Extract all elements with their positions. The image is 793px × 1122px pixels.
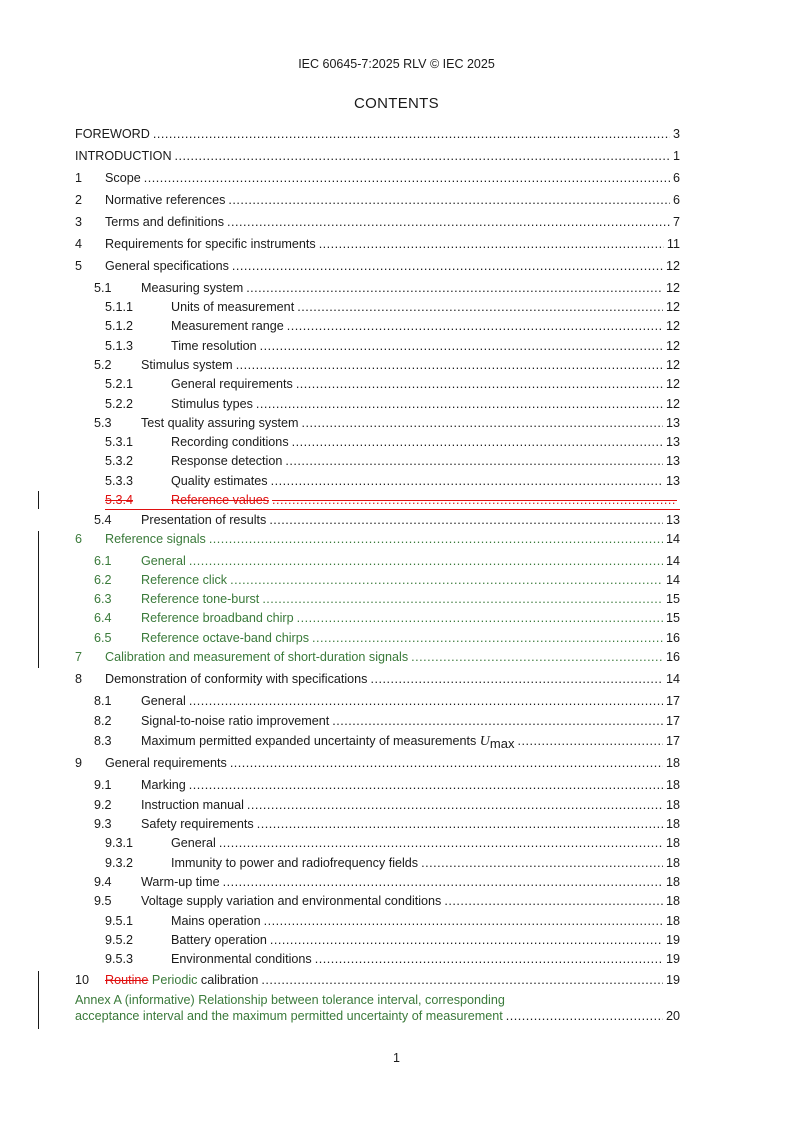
page-header: IEC 60645-7:2025 RLV © IEC 2025 [298,57,495,71]
toc-entry-5-2-1[interactable]: 5.2.1 General requirements ..... 12 [105,375,680,393]
toc-entry-6-3[interactable]: 6.3 Reference tone-burst ..... 15 [94,590,680,608]
page-number: 1 [393,1051,400,1065]
change-bar [38,491,39,509]
toc-entry-5-3-1[interactable]: 5.3.1 Recording conditions ..... 13 [105,433,680,451]
toc-entry-6-1[interactable]: 6.1 General ..... 14 [94,552,680,570]
toc-entry-foreword[interactable]: FOREWORD ..... 3 [75,125,680,143]
toc-entry-9-4[interactable]: 9.4 Warm-up time ..... 18 [94,873,680,891]
toc-entry-9-3-2[interactable]: 9.3.2 Immunity to power and radiofrequency fields ..... 18 [105,854,680,872]
toc-entry-9-5[interactable]: 9.5 Voltage supply variation and environmental conditions ..... 18 [94,892,680,910]
toc-entry-6[interactable]: 6 Reference signals ..... 14 [75,530,680,548]
toc-entry-10[interactable]: 10 Routine Periodic calibration ..... 19 [75,971,680,989]
toc-entry-5-3-3[interactable]: 5.3.3 Quality estimates ..... 13 [105,472,680,490]
toc-entry-2[interactable]: 2 Normative references ..... 6 [75,191,680,209]
toc-entry-9-1[interactable]: 9.1 Marking ..... 18 [94,776,680,794]
toc-entry-9-2[interactable]: 9.2 Instruction manual ..... 18 [94,796,680,814]
page-title: CONTENTS [354,95,439,112]
deletion-strike-line [105,509,680,510]
umax-symbol: $U_{max}$ [479,734,515,751]
toc-entry-1[interactable]: 1 Scope ..... 6 [75,169,680,187]
toc-entry-5-2[interactable]: 5.2 Stimulus system ..... 12 [94,356,680,374]
toc-entry-7[interactable]: 7 Calibration and measurement of short-duration signals ..... 16 [75,648,680,666]
toc-entry-6-2[interactable]: 6.2 Reference click ..... 14 [94,571,680,589]
toc-entry-5-4[interactable]: 5.4 Presentation of results ..... 13 [94,511,680,529]
toc-entry-5-1-1[interactable]: 5.1.1 Units of measurement ..... 12 [105,298,680,316]
toc-entry-8-3[interactable]: 8.3 Maximum permitted expanded uncertainty of measurements $U_{max}$ ..... 17 [94,732,680,750]
toc-entry-5-1-2[interactable]: 5.1.2 Measurement range ..... 12 [105,317,680,335]
toc-entry-5-3-2[interactable]: 5.3.2 Response detection ..... 13 [105,452,680,470]
toc-entry-5[interactable]: 5 General specifications ..... 12 [75,257,680,275]
toc-entry-5-2-2[interactable]: 5.2.2 Stimulus types ..... 12 [105,395,680,413]
toc-entry-9-3[interactable]: 9.3 Safety requirements ..... 18 [94,815,680,833]
change-bar [38,531,39,668]
toc-entry-8-2[interactable]: 8.2 Signal-to-noise ratio improvement ..... 17 [94,712,680,730]
deleted-word: Routine [105,973,149,987]
toc-entry-8[interactable]: 8 Demonstration of conformity with specifications ..... 14 [75,670,680,688]
toc-entry-6-4[interactable]: 6.4 Reference broadband chirp ..... 15 [94,609,680,627]
inserted-word: Periodic [151,973,198,987]
toc-entry-5-1-3[interactable]: 5.1.3 Time resolution ..... 12 [105,337,680,355]
toc-entry-annex-a[interactable]: Annex A (informative) Relationship between tolerance interval, corresponding acceptance interval and the maximum permitted uncertainty of measurement ..... 20 [75,992,680,1024]
toc-entry-9-3-1[interactable]: 9.3.1 General ..... 18 [105,834,680,852]
toc-entry-5-3-4-deleted[interactable]: 5.3.4 Reference values ..... [105,491,680,509]
toc-entry-9-5-1[interactable]: 9.5.1 Mains operation ..... 18 [105,912,680,930]
toc-entry-6-5[interactable]: 6.5 Reference octave-band chirps ..... 16 [94,629,680,647]
toc-entry-introduction[interactable]: INTRODUCTION ..... 1 [75,147,680,165]
toc-entry-8-1[interactable]: 8.1 General ..... 17 [94,692,680,710]
toc-entry-9-5-3[interactable]: 9.5.3 Environmental conditions ..... 19 [105,950,680,968]
toc-entry-5-1[interactable]: 5.1 Measuring system ..... 12 [94,279,680,297]
toc-entry-5-3[interactable]: 5.3 Test quality assuring system ..... 13 [94,414,680,432]
toc-entry-3[interactable]: 3 Terms and definitions ..... 7 [75,213,680,231]
change-bar [38,971,39,1029]
toc-entry-9[interactable]: 9 General requirements ..... 18 [75,754,680,772]
toc-entry-9-5-2[interactable]: 9.5.2 Battery operation ..... 19 [105,931,680,949]
toc-entry-4[interactable]: 4 Requirements for specific instruments ..... 11 [75,235,680,253]
